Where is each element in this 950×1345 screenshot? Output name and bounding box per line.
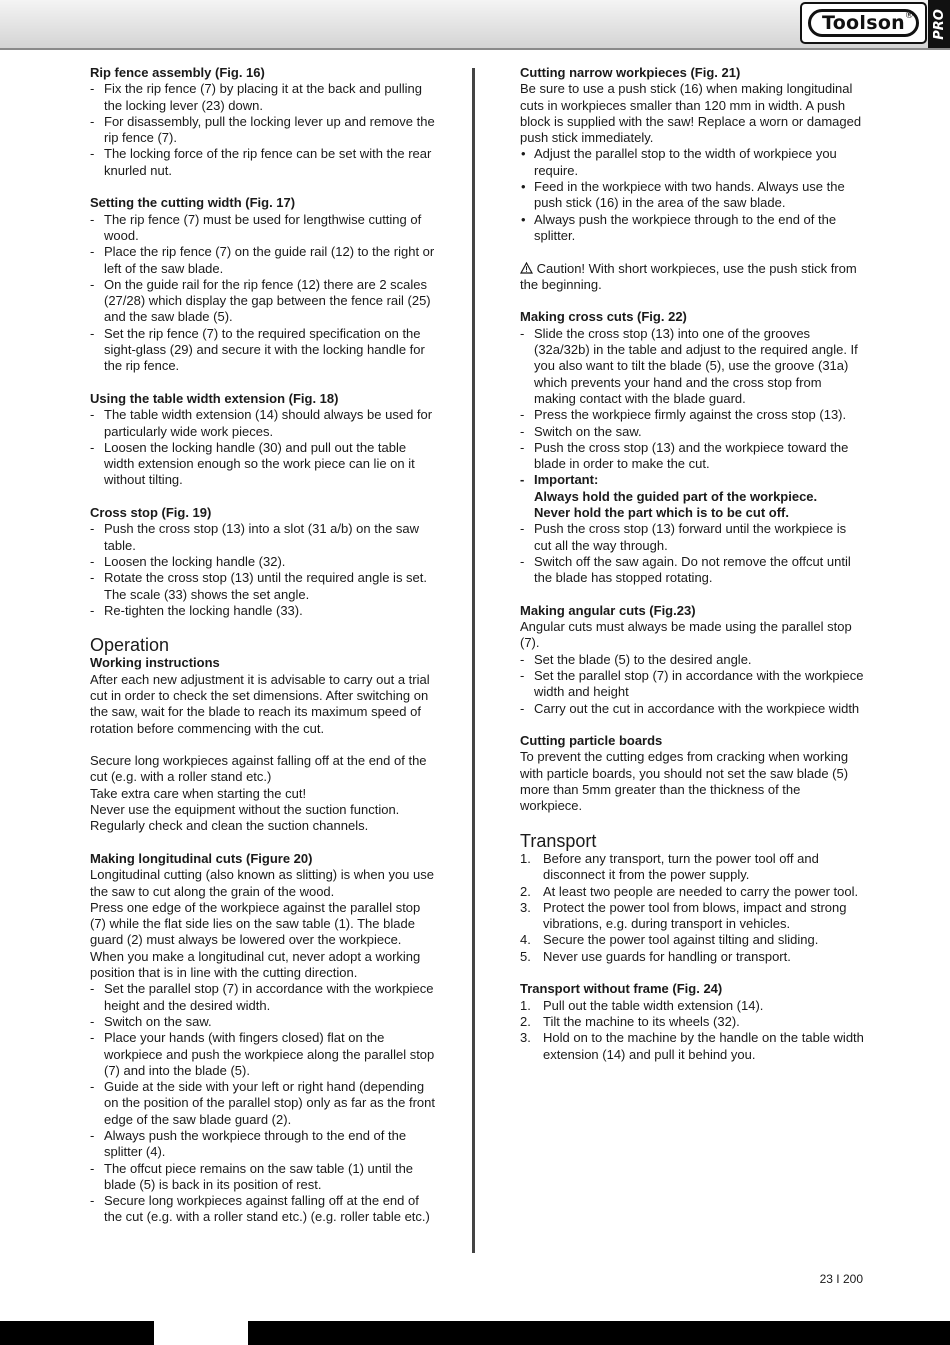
list-item <box>520 851 865 884</box>
list-item: - Push the cross stop (13) into a slot (31 a/b) on the saw table. <box>90 521 435 554</box>
item-number: 4. <box>520 932 531 948</box>
page-number: 23 I 200 <box>819 1272 863 1286</box>
list-item <box>520 1030 865 1063</box>
list-item <box>520 1014 865 1030</box>
list-item <box>520 998 865 1014</box>
important-label: Important: <box>534 472 599 488</box>
table-extension-section <box>90 391 435 489</box>
list-item: - Guide at the side with your left or right hand (depending on the position of the parallel stop) only as far as the front edge of the saw blade guard (2). <box>90 1079 435 1128</box>
list-item: - Rotate the cross stop (13) until the required angle is set. The scale (33) shows the set angle. <box>90 570 435 603</box>
list-item: - The rip fence (7) must be used for lengthwise cutting of wood. <box>90 212 435 245</box>
list-item: - Place the rip fence (7) on the guide rail (12) to the right or left of the saw blade. <box>90 244 435 277</box>
item-text: Before any transport, turn the power tool off and disconnect it from the power supply. <box>543 850 819 883</box>
item-number: 1. <box>520 997 531 1013</box>
item-number: 3. <box>520 1030 531 1046</box>
important-item <box>520 472 865 521</box>
list-item: - Set the rip fence (7) to the required specification on the sight-glass (29) and secure it with the locking handle for the rip fence. <box>90 326 435 375</box>
brand-name: Toolson <box>821 12 906 34</box>
list-item: - Switch off the saw again. Do not remove the offcut until the blade has stopped rotating. <box>520 554 865 587</box>
cutting-width-title: Setting the cutting width (Fig. 17) <box>90 195 296 211</box>
item-text: Tilt the machine to its wheels (32). <box>543 1013 740 1029</box>
cutting-width-section <box>90 195 435 374</box>
list-item: - Loosen the locking handle (30) and pull out the table width extension enough so the work piece can lie on it without tilting. <box>90 440 435 489</box>
list-item: - Fix the rip fence (7) by placing it at the back and pulling the locking lever (23) down. <box>90 81 435 114</box>
longitudinal-paragraph: Longitudinal cutting (also known as slitting) is when you use the saw to cut along the grain of the wood. <box>90 867 434 899</box>
list-item: - Set the parallel stop (7) in accordance with the workpiece height and the desired width. <box>90 981 435 1014</box>
spacer <box>520 244 865 260</box>
list-item: - Set the parallel stop (7) in accordance with the workpiece width and height <box>520 668 865 701</box>
column-divider <box>472 68 475 1253</box>
list-item: - The table width extension (14) should always be used for particularly wide work pieces. <box>90 407 435 440</box>
longitudinal-section <box>90 851 435 1226</box>
warning-triangle-icon <box>520 262 533 274</box>
list-item: - On the guide rail for the rip fence (12) there are 2 scales (27/28) which display the gap between the fence rail (25) and the saw blade (5). <box>90 277 435 326</box>
item-number: 2. <box>520 1013 531 1029</box>
transport-frame-list <box>520 998 865 1063</box>
operation-paragraph: After each new adjustment it is advisable to carry out a trial cut in order to check the set dimensions. After switching on the saw, wait for the blade to reach its maximum speed of rotation before commencing with the cut. <box>90 671 430 736</box>
table-extension-title: Using the table width extension (Fig. 18) <box>90 390 339 406</box>
operation-paragraph: Secure long workpieces against falling off at the end of the cut (e.g. with a roller stand etc.) <box>90 753 427 785</box>
working-instructions-title: Working instructions <box>90 655 220 671</box>
list-item: • Adjust the parallel stop to the width of workpiece you require. <box>520 146 865 179</box>
footer-bar <box>0 1321 154 1345</box>
right-column <box>520 65 865 1079</box>
longitudinal-title: Making longitudinal cuts (Figure 20) <box>90 850 313 866</box>
longitudinal-list <box>90 981 435 1225</box>
transport-section <box>520 831 865 965</box>
particle-section <box>520 733 865 814</box>
list-item <box>520 900 865 933</box>
angular-section <box>520 603 865 717</box>
particle-paragraph: To prevent the cutting edges from cracking when working with particle boards, you should not set the saw blade (5) more than 5mm greater than the thickness of the workpiece. <box>520 749 849 814</box>
list-item: - Switch on the saw. <box>90 1014 435 1030</box>
important-line: Never hold the part which is to be cut off. <box>534 505 789 521</box>
transport-frame-section <box>520 981 865 1062</box>
list-item: - Always push the workpiece through to the end of the splitter (4). <box>90 1128 435 1161</box>
list-item: - Press the workpiece firmly against the cross stop (13). <box>520 407 865 423</box>
spacer <box>90 737 435 753</box>
operation-heading: Operation <box>90 635 170 656</box>
list-item <box>520 884 865 900</box>
list-item: • Feed in the workpiece with two hands. Always use the push stick (16) in the area of the saw blade. <box>520 179 865 212</box>
longitudinal-paragraph: When you make a longitudinal cut, never adopt a working position that is in line with the cutting direction. <box>90 948 421 981</box>
narrow-title: Cutting narrow workpieces (Fig. 21) <box>520 65 741 80</box>
item-text: Protect the power tool from blows, impact and strong vibrations, e.g. during transport in vehicles. <box>543 899 847 932</box>
list-item: - Carry out the cut in accordance with the workpiece width <box>520 701 865 717</box>
cross-stop-section <box>90 505 435 619</box>
list-item: - Push the cross stop (13) forward until the workpiece is cut all the way through. <box>520 521 865 554</box>
rip-fence-title: Rip fence assembly (Fig. 16) <box>90 65 265 80</box>
operation-paragraph: Regularly check and clean the suction channels. <box>90 818 369 834</box>
transport-list <box>520 851 865 965</box>
transport-frame-title: Transport without frame (Fig. 24) <box>520 981 723 997</box>
cutting-width-list <box>90 212 435 375</box>
item-number: 3. <box>520 899 531 915</box>
pro-badge <box>928 0 950 48</box>
item-text: Secure the power tool against tilting and sliding. <box>543 932 819 948</box>
cross-cuts-section <box>520 309 865 586</box>
list-item: - Re-tighten the locking handle (33). <box>90 603 435 619</box>
caution-note <box>520 261 865 294</box>
transport-heading: Transport <box>520 830 597 851</box>
cross-stop-title: Cross stop (Fig. 19) <box>90 505 212 521</box>
operation-paragraph: Take extra care when starting the cut! <box>90 785 307 801</box>
rip-fence-list <box>90 81 435 179</box>
list-item: - Secure long workpieces against falling off at the end of the cut (e.g. with a roller stand etc.) (e.g. roller table etc.) <box>90 1193 435 1226</box>
item-text: At least two people are needed to carry the power tool. <box>543 883 859 899</box>
list-item: • Always push the workpiece through to the end of the splitter. <box>520 212 865 245</box>
cross-cuts-title: Making cross cuts (Fig. 22) <box>520 309 687 325</box>
list-item: - Place your hands (with fingers closed) flat on the workpiece and push the workpiece along the parallel stop (7) and into the blade (5). <box>90 1030 435 1079</box>
list-item: - The offcut piece remains on the saw table (1) until the blade (5) is back in its position of rest. <box>90 1161 435 1194</box>
particle-title: Cutting particle boards <box>520 733 663 749</box>
list-item: - Set the blade (5) to the desired angle. <box>520 652 865 668</box>
narrow-paragraph: Be sure to use a push stick (16) when making longitudinal cuts in workpieces smaller than 120 mm in width. A push block is supplied with the saw! Replace a worn or damaged push stick immediately. <box>520 81 862 146</box>
rip-fence-section <box>90 65 435 179</box>
registered-mark: ® <box>904 11 914 21</box>
angular-title: Making angular cuts (Fig.23) <box>520 602 696 618</box>
list-item: - Push the cross stop (13) and the workpiece toward the blade in order to make the cut. <box>520 440 865 473</box>
item-number: 2. <box>520 883 531 899</box>
item-number: 1. <box>520 850 531 866</box>
longitudinal-paragraph: Press one edge of the workpiece against the parallel stop (7) while the flat side lies on the saw table (1). The blade guard (2) must always be lowered over the workpiece. <box>90 899 421 948</box>
table-extension-list <box>90 407 435 488</box>
list-item: - For disassembly, pull the locking lever up and remove the rip fence (7). <box>90 114 435 147</box>
cross-cuts-list <box>520 326 865 587</box>
operation-paragraph: Never use the equipment without the suction function. <box>90 802 400 818</box>
caution-text: Caution! With short workpieces, use the push stick from the beginning. <box>520 260 857 292</box>
narrow-list <box>520 146 865 244</box>
list-item: - Switch on the saw. <box>520 424 865 440</box>
angular-list <box>520 652 865 717</box>
important-line: Always hold the guided part of the workpiece. <box>534 488 818 504</box>
list-item <box>520 932 865 948</box>
list-item: - The locking force of the rip fence can be set with the rear knurled nut. <box>90 146 435 179</box>
item-text: Never use guards for handling or transport. <box>543 948 791 964</box>
pro-badge-label: PRO <box>931 8 947 40</box>
item-text: Pull out the table width extension (14). <box>543 997 764 1013</box>
list-item <box>520 949 865 965</box>
footer-bar <box>248 1321 950 1345</box>
angular-paragraph: Angular cuts must always be made using the parallel stop (7). <box>520 619 852 651</box>
brand-logo <box>800 2 927 44</box>
list-item: - Slide the cross stop (13) into one of the grooves (32a/32b) in the table and adjust to the required angle. If you also want to tilt the blade (5), use the groove (31a) which prevents your hand and the cross stop from making contact with the blade guard. <box>520 326 865 407</box>
item-number: 5. <box>520 948 531 964</box>
list-item: - Loosen the locking handle (32). <box>90 554 435 570</box>
operation-section <box>90 635 435 834</box>
brand-logo-inner <box>808 9 919 37</box>
narrow-section <box>520 65 865 293</box>
item-text: Hold on to the machine by the handle on the table width extension (14) and pull it behind you. <box>543 1030 864 1062</box>
left-column <box>90 65 435 1242</box>
cross-stop-list <box>90 521 435 619</box>
